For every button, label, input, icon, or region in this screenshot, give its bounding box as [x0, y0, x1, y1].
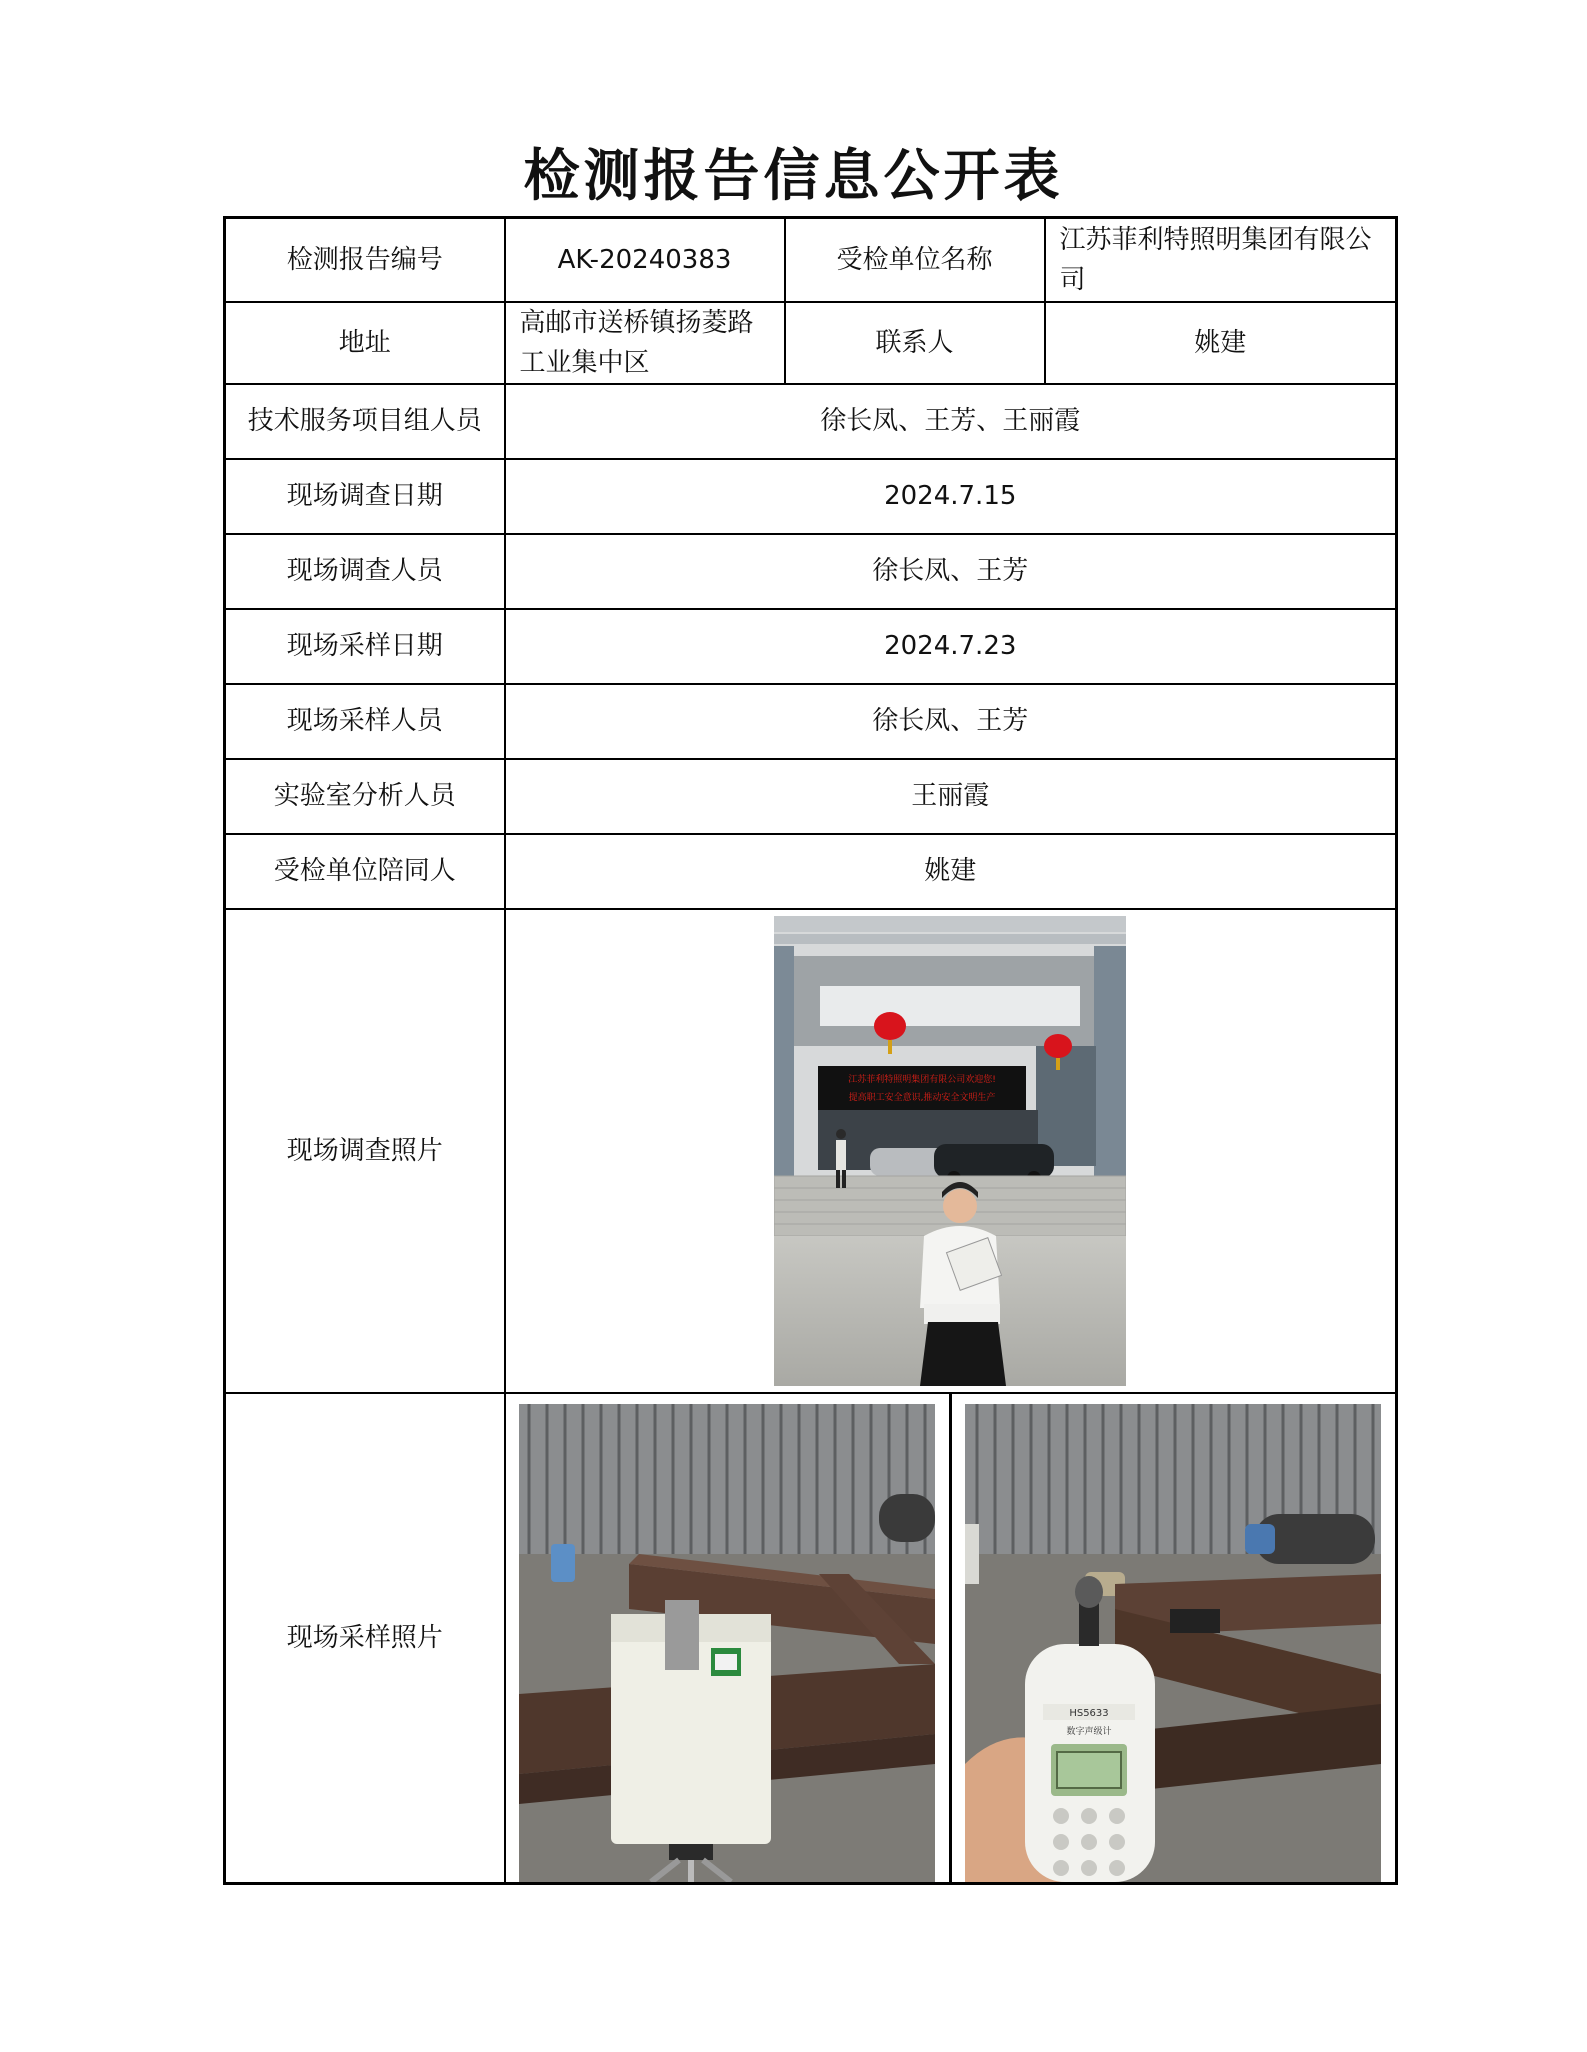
- escort-label: 受检单位陪同人: [225, 834, 505, 909]
- sampling-photo-1: [519, 1404, 935, 1882]
- survey-photo-cell: [505, 909, 1397, 1393]
- table-row: [225, 534, 1397, 609]
- address-value: 高邮市送桥镇扬菱路工业集中区: [505, 302, 785, 384]
- table-row: [225, 834, 1397, 909]
- table-row: [225, 759, 1397, 834]
- sampling-photo-2-wrap: [949, 1394, 1395, 1882]
- sampling-staff-value: 徐长凤、王芳: [505, 684, 1397, 759]
- banner-line-1: 江苏菲利特照明集团有限公司欢迎您!: [848, 1074, 997, 1085]
- table-row: [225, 684, 1397, 759]
- sampling-date-label: 现场采样日期: [225, 609, 505, 684]
- table-row: [225, 218, 1397, 302]
- table-row: [225, 909, 1397, 1393]
- report-table: [223, 216, 1398, 1885]
- banner-line-2: 提高职工安全意识,推动安全文明生产: [848, 1092, 996, 1103]
- meter-brand: HS5633: [1069, 1707, 1110, 1719]
- meter-model: 数字声级计: [1066, 1726, 1112, 1737]
- sampling-photo-2: [965, 1404, 1381, 1882]
- survey-date-label: 现场调查日期: [225, 459, 505, 534]
- table-row: [225, 609, 1397, 684]
- contact-label: 联系人: [785, 302, 1045, 384]
- team-value: 徐长凤、王芳、王丽霞: [505, 384, 1397, 459]
- unit-name-value: 江苏菲利特照明集团有限公司: [1045, 218, 1397, 302]
- sampling-date-value: 2024.7.23: [505, 609, 1397, 684]
- address-label: 地址: [225, 302, 505, 384]
- survey-staff-value: 徐长凤、王芳: [505, 534, 1397, 609]
- page-title: 检测报告信息公开表: [523, 143, 1064, 209]
- table-row: [225, 384, 1397, 459]
- table-row: [225, 459, 1397, 534]
- team-label: 技术服务项目组人员: [225, 384, 505, 459]
- contact-value: 姚建: [1045, 302, 1397, 384]
- survey-staff-label: 现场调查人员: [225, 534, 505, 609]
- sampling-staff-label: 现场采样人员: [225, 684, 505, 759]
- unit-name-label: 受检单位名称: [785, 218, 1045, 302]
- survey-photo-label: 现场调查照片: [225, 909, 505, 1393]
- report-no-value: AK-20240383: [505, 218, 785, 302]
- sampling-photo-1-wrap: [506, 1394, 949, 1882]
- report-no-label: 检测报告编号: [225, 218, 505, 302]
- lab-staff-label: 实验室分析人员: [225, 759, 505, 834]
- sampling-photo-label: 现场采样照片: [225, 1393, 505, 1884]
- survey-date-value: 2024.7.15: [505, 459, 1397, 534]
- sampling-photo-cell: [505, 1393, 1397, 1884]
- table-row: [225, 302, 1397, 384]
- escort-value: 姚建: [505, 834, 1397, 909]
- survey-photo: [774, 916, 1126, 1386]
- lab-staff-value: 王丽霞: [505, 759, 1397, 834]
- table-row: [225, 1393, 1397, 1884]
